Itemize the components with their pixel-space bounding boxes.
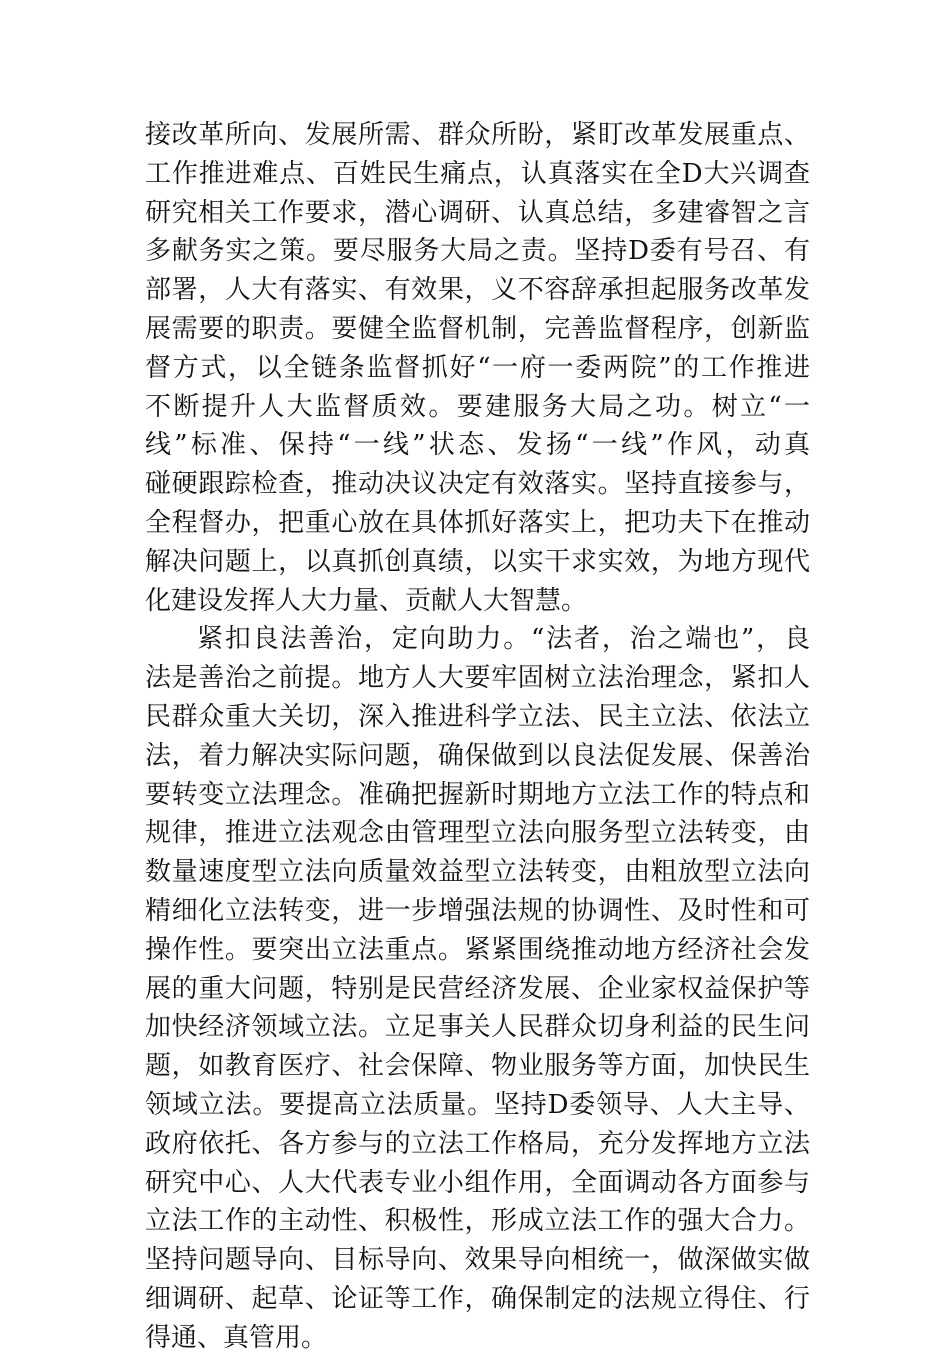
text-line: 加快经济领域立法。立足事关人民群众切身利益的民生问 bbox=[145, 1012, 810, 1043]
text-line: 展的重大问题，特别是民营经济发展、企业家权益保护等 bbox=[145, 973, 810, 1004]
text-line: 立法工作的主动性、积极性，形成立法工作的强大合力。 bbox=[145, 1206, 810, 1237]
text-line: 法是善治之前提。地方人大要牢固树立法治理念，紧扣人 bbox=[145, 663, 810, 694]
text-line: 领域立法。要提高立法质量。坚持D委领导、人大主导、 bbox=[145, 1089, 810, 1120]
text-line: 得通、真管用。 bbox=[145, 1322, 328, 1353]
text-line: 展需要的职责。要健全监督机制，完善监督程序，创新监 bbox=[145, 313, 810, 344]
text-line: 要转变立法理念。准确把握新时期地方立法工作的特点和 bbox=[145, 779, 810, 810]
text-line: 坚持问题导向、目标导向、效果导向相统一，做深做实做 bbox=[145, 1245, 810, 1276]
text-line: 政府依托、各方参与的立法工作格局，充分发挥地方立法 bbox=[145, 1128, 810, 1159]
text-line: 规律，推进立法观念由管理型立法向服务型立法转变，由 bbox=[145, 818, 810, 849]
text-line: 全程督办，把重心放在具体抓好落实上，把功夫下在推动 bbox=[145, 507, 810, 538]
text-line: 线”标准、保持“一线”状态、发扬“一线”作风，动真 bbox=[145, 430, 810, 461]
text-line: 细调研、起草、论证等工作，确保制定的法规立得住、行 bbox=[145, 1283, 810, 1314]
text-line: 接改革所向、发展所需、群众所盼，紧盯改革发展重点、 bbox=[145, 120, 810, 150]
text-line: 督方式，以全链条监督抓好“一府一委两院”的工作推进 bbox=[145, 352, 810, 383]
text-line: 紧扣良法善治，定向助力。“法者，治之端也”，良 bbox=[197, 624, 810, 655]
paragraph-1 bbox=[145, 116, 810, 620]
text-line: 研究相关工作要求，潜心调研、认真总结，多建睿智之言 bbox=[145, 197, 810, 228]
text-line: 精细化立法转变，进一步增强法规的协调性、及时性和可 bbox=[145, 895, 810, 926]
text-line: 研究中心、人大代表专业小组作用，全面调动各方面参与 bbox=[145, 1167, 810, 1198]
text-line: 法，着力解决实际问题，确保做到以良法促发展、保善治 bbox=[145, 740, 810, 771]
text-line: 题，如教育医疗、社会保障、物业服务等方面，加快民生 bbox=[145, 1051, 810, 1082]
paragraph-2 bbox=[145, 620, 810, 1357]
text-line: 化建设发挥人大力量、贡献人大智慧。 bbox=[145, 585, 588, 616]
text-line: 多献务实之策。要尽服务大局之责。坚持D委有号召、有 bbox=[145, 236, 810, 267]
text-line: 工作推进难点、百姓民生痛点，认真落实在全D大兴调查 bbox=[145, 158, 810, 189]
text-line: 民群众重大关切，深入推进科学立法、民主立法、依法立 bbox=[145, 701, 810, 732]
text-line: 不断提升人大监督质效。要建服务大局之功。树立“一 bbox=[145, 391, 810, 422]
body-text bbox=[145, 116, 810, 1358]
text-line: 碰硬跟踪检查，推动决议决定有效落实。坚持直接参与， bbox=[145, 469, 810, 500]
text-line: 操作性。要突出立法重点。紧紧围绕推动地方经济社会发 bbox=[145, 934, 810, 965]
text-line: 数量速度型立法向质量效益型立法转变，由粗放型立法向 bbox=[145, 857, 810, 888]
text-line: 部署，人大有落实、有效果，义不容辞承担起服务改革发 bbox=[145, 275, 810, 306]
text-line: 解决问题上，以真抓创真绩，以实干求实效，为地方现代 bbox=[145, 546, 810, 577]
